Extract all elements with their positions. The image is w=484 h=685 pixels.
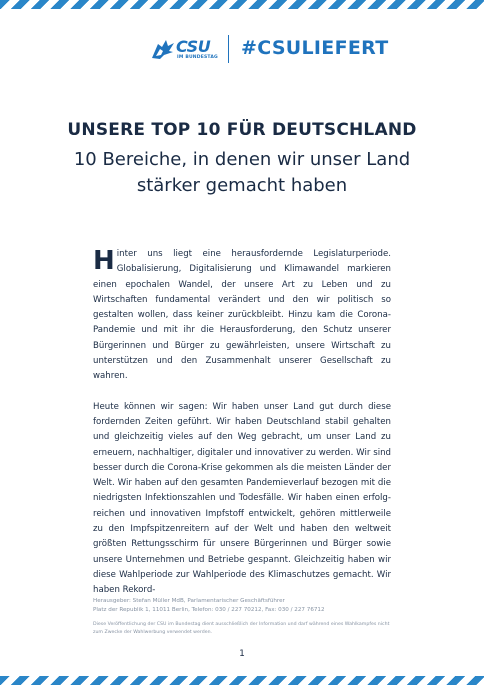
page-subtitle: 10 Bereiche, in denen wir unser Land stärker gemacht haben — [73, 149, 411, 196]
footer-publisher: Herausgeber: Stefan Müller MdB, Parlamentarischer Geschäftsführer — [93, 598, 285, 604]
hashtag: #CSULIEFERT — [241, 37, 389, 59]
drop-cap: H — [93, 246, 115, 276]
body-text — [93, 247, 391, 645]
footer-address: Platz der Republik 1, 11011 Berlin, Telefon: 030 / 227 70212, Fax: 030 / 227 76712 — [93, 607, 325, 613]
paragraph-intro — [93, 247, 391, 385]
page-title: UNSERE TOP 10 FÜR DEUTSCHLAND — [67, 120, 417, 140]
logo-text: CSU — [176, 37, 211, 56]
paragraph-intro-text: inter uns liegt eine herausfordernde Legislaturperiode. Globalisierung, Digitalisierung und Klimawandel markieren einen epochalen Wandel, der unsere Art zu Leben und zu Wirtschaften fundamental verändert und den wir politisch so gestalten wollen, dass keiner zurückbleibt. Hinzu kam die Corona-Pandemie und mit ihr die Herausforderung, den Schutz unserer Bürgerinnen und Bürger zu gewährleisten, unsere Wirtschaft zu unterstützen und den Zusammenhalt unserer Gesellschaft zu wahren. — [93, 249, 391, 382]
logo-divider — [228, 35, 229, 63]
header — [0, 34, 484, 64]
footer — [93, 597, 393, 637]
footer-note: Diese Veröffentlichung der CSU im Bundestag dient ausschließlich der Information und darf während eines Wahlkampfes nicht zum Zwecke der Wahlwerbung verwendet werden. — [93, 622, 390, 635]
logo-subtext: IM BUNDESTAG — [177, 55, 218, 60]
page-number: 1 — [239, 649, 245, 659]
bottom-stripe-border — [0, 676, 484, 685]
csu-lion-logo-icon — [150, 38, 176, 60]
top-stripe-border — [0, 0, 484, 9]
paragraph-main: Heute können wir sagen: Wir haben unser Land gut durch diese fordernden Zeiten geführt. Wir haben Deutschland stabil gehalten und gleichzeitig vieles auf den Weg gebracht, um unser Land zu erneuern, nachhaltiger, digitaler und innovativer zu werden. Wir sind besser durch die Corona-Krise gekommen als die meisten Länder der Welt. Wir haben auf den gesamten Pandemieverlauf bezogen mit die niedrigsten Infektionszahlen und Todesfälle. Wir haben einen erfolg-reichen und innovativen Impfstoff entwickelt, gehören mittlerweile zu den Impfspitzenreitern auf der Welt und haben den weltweit größten Rettungsschirm für unsere Bürgerinnen und Bürger sowie unsere Unternehmen und Betriebe gespannt. Gleichzeitig haben wir diese Wahlperiode zur Wahlperiode des Klimaschutzes gemacht. Wir haben Rekord- — [93, 401, 391, 596]
